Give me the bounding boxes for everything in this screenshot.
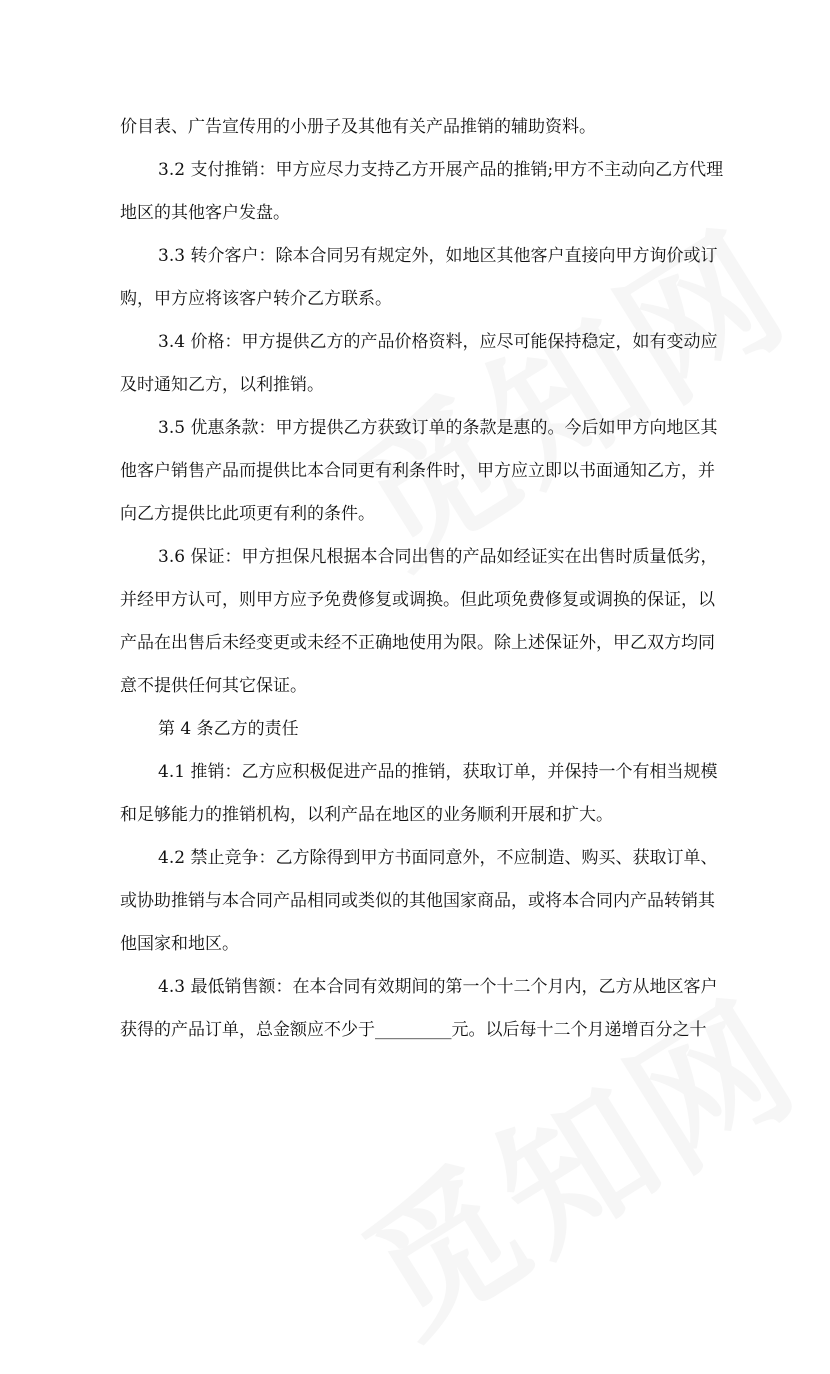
paragraph-line: 3.4 价格：甲方提供乙方的产品价格资料，应尽可能保持稳定，如有变动应 <box>158 332 718 352</box>
paragraph-line: 4.2 禁止竞争：乙方除得到甲方书面同意外，不应制造、购买、获取订单、 <box>158 848 718 868</box>
paragraph-line: 3.5 优惠条款：甲方提供乙方获致订单的条款是惠的。今后如甲方向地区其 <box>158 418 718 438</box>
paragraph-line: 地区的其他客户发盘。 <box>120 203 290 223</box>
paragraph-line: 或协助推销与本合同产品相同或类似的其他国家商品，或将本合同内产品转销其 <box>120 891 715 911</box>
paragraph-line: 3.6 保证：甲方担保凡根据本合同出售的产品如经证实在出售时质量低劣， <box>158 547 718 567</box>
paragraph-line: 购，甲方应将该客户转介乙方联系。 <box>120 289 392 309</box>
paragraph-line: 他客户销售产品而提供比本合同更有利条件时，甲方应立即以书面通知乙方，并 <box>120 461 715 481</box>
paragraph-line: 获得的产品订单，总金额应不少于_________元。以后每十二个月递增百分之十 <box>120 1020 707 1040</box>
paragraph-line: 价目表、广告宣传用的小册子及其他有关产品推销的辅助资料。 <box>120 117 596 137</box>
section-heading: 第 4 条乙方的责任 <box>158 719 299 739</box>
paragraph-line: 4.1 推销：乙方应积极促进产品的推销，获取订单，并保持一个有相当规模 <box>158 762 718 782</box>
paragraph-line: 和足够能力的推销机构，以利产品在地区的业务顺利开展和扩大。 <box>120 805 613 825</box>
document-body <box>120 106 724 1052</box>
paragraph-line: 产品在出售后未经变更或未经不正确地使用为限。除上述保证外，甲乙双方均同 <box>120 633 715 653</box>
paragraph-line: 他国家和地区。 <box>120 934 239 954</box>
paragraph-line: 4.3 最低销售额：在本合同有效期间的第一个十二个月内，乙方从地区客户 <box>158 977 718 997</box>
paragraph-line: 向乙方提供比此项更有利的条件。 <box>120 504 375 524</box>
paragraph-line: 3.2 支付推销：甲方应尽力支持乙方开展产品的推销;甲方不主动向乙方代理 <box>158 160 724 180</box>
paragraph-line: 意不提供任何其它保证。 <box>120 676 307 696</box>
paragraph-line: 3.3 转介客户：除本合同另有规定外，如地区其他客户直接向甲方询价或订 <box>158 246 718 266</box>
paragraph-line: 及时通知乙方，以利推销。 <box>120 375 324 395</box>
paragraph-line: 并经甲方认可，则甲方应予免费修复或调换。但此项免费修复或调换的保证，以 <box>120 590 715 610</box>
